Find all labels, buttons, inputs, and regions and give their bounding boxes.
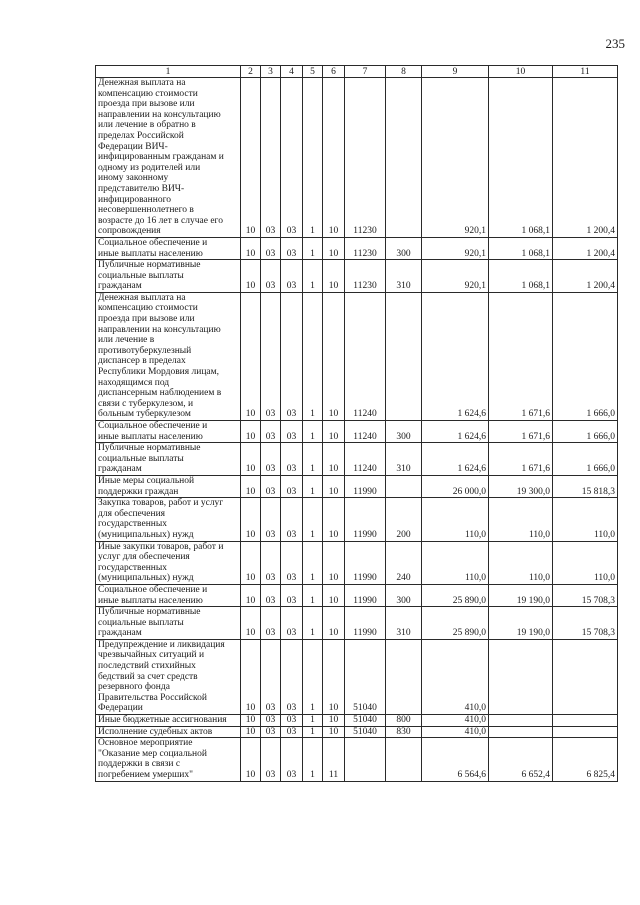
amount-year1-cell: 1 624,6 bbox=[422, 292, 489, 420]
table-row bbox=[96, 498, 618, 541]
section-cell: 03 bbox=[261, 260, 281, 293]
expense-type-cell bbox=[386, 475, 422, 497]
column-header: 5 bbox=[303, 66, 323, 78]
header-row bbox=[96, 66, 618, 78]
chapter-cell: 10 bbox=[241, 541, 261, 584]
amount-year1-cell: 920,1 bbox=[422, 78, 489, 238]
target-article-cell: 11990 bbox=[345, 475, 386, 497]
column-header: 10 bbox=[489, 66, 553, 78]
amount-year3-cell: 1 200,4 bbox=[553, 237, 618, 259]
section-cell: 03 bbox=[261, 78, 281, 238]
target-article-cell: 11230 bbox=[345, 78, 386, 238]
row-name-cell: Публичные нормативные социальные выплаты гражданам bbox=[96, 607, 241, 640]
chapter-cell: 10 bbox=[241, 237, 261, 259]
section-cell: 03 bbox=[261, 726, 281, 738]
table-row bbox=[96, 237, 618, 259]
column-header: 8 bbox=[386, 66, 422, 78]
subprogram-cell: 10 bbox=[323, 639, 345, 714]
expense-type-cell: 830 bbox=[386, 726, 422, 738]
amount-year1-cell: 920,1 bbox=[422, 237, 489, 259]
expense-type-cell: 310 bbox=[386, 443, 422, 476]
subsection-cell: 03 bbox=[281, 541, 303, 584]
amount-year1-cell: 410,0 bbox=[422, 639, 489, 714]
chapter-cell: 10 bbox=[241, 421, 261, 443]
chapter-cell: 10 bbox=[241, 738, 261, 781]
expense-type-cell: 310 bbox=[386, 260, 422, 293]
row-name-cell: Социальное обеспечение и иные выплаты населению bbox=[96, 584, 241, 606]
amount-year3-cell: 1 666,0 bbox=[553, 443, 618, 476]
expense-type-cell: 310 bbox=[386, 607, 422, 640]
target-article-cell: 51040 bbox=[345, 639, 386, 714]
program-cell: 1 bbox=[303, 237, 323, 259]
amount-year1-cell: 6 564,6 bbox=[422, 738, 489, 781]
program-cell: 1 bbox=[303, 475, 323, 497]
subprogram-cell: 10 bbox=[323, 260, 345, 293]
amount-year1-cell: 26 000,0 bbox=[422, 475, 489, 497]
target-article-cell: 11230 bbox=[345, 260, 386, 293]
amount-year2-cell bbox=[489, 639, 553, 714]
amount-year3-cell: 1 200,4 bbox=[553, 78, 618, 238]
amount-year1-cell: 1 624,6 bbox=[422, 443, 489, 476]
section-cell: 03 bbox=[261, 292, 281, 420]
row-name-cell: Денежная выплата на компенсацию стоимости проезда при вызове или направлении на консультацию или лечение в противотуберкулезный диспансер в пределах Республики Мордовия лицам, находящимся под диспансерным наблюдением в связи с туберкулезом, и больным туберкулезом bbox=[96, 292, 241, 420]
amount-year3-cell: 1 200,4 bbox=[553, 260, 618, 293]
column-header: 7 bbox=[345, 66, 386, 78]
row-name-cell: Публичные нормативные социальные выплаты гражданам bbox=[96, 260, 241, 293]
table-row bbox=[96, 639, 618, 714]
table-row bbox=[96, 443, 618, 476]
amount-year3-cell bbox=[553, 726, 618, 738]
program-cell: 1 bbox=[303, 443, 323, 476]
amount-year2-cell: 19 190,0 bbox=[489, 584, 553, 606]
target-article-cell: 51040 bbox=[345, 715, 386, 727]
table-row bbox=[96, 584, 618, 606]
subprogram-cell: 10 bbox=[323, 475, 345, 497]
column-header: 9 bbox=[422, 66, 489, 78]
subprogram-cell: 10 bbox=[323, 292, 345, 420]
subsection-cell: 03 bbox=[281, 498, 303, 541]
chapter-cell: 10 bbox=[241, 639, 261, 714]
section-cell: 03 bbox=[261, 421, 281, 443]
subprogram-cell: 10 bbox=[323, 607, 345, 640]
amount-year3-cell: 1 666,0 bbox=[553, 421, 618, 443]
amount-year3-cell: 15 708,3 bbox=[553, 584, 618, 606]
target-article-cell: 11990 bbox=[345, 607, 386, 640]
subprogram-cell: 10 bbox=[323, 584, 345, 606]
column-header: 1 bbox=[96, 66, 241, 78]
target-article-cell: 11240 bbox=[345, 292, 386, 420]
row-name-cell: Иные бюджетные ассигнования bbox=[96, 715, 241, 727]
subsection-cell: 03 bbox=[281, 443, 303, 476]
expense-type-cell bbox=[386, 738, 422, 781]
program-cell: 1 bbox=[303, 498, 323, 541]
program-cell: 1 bbox=[303, 541, 323, 584]
column-header: 11 bbox=[553, 66, 618, 78]
program-cell: 1 bbox=[303, 639, 323, 714]
amount-year1-cell: 920,1 bbox=[422, 260, 489, 293]
program-cell: 1 bbox=[303, 292, 323, 420]
program-cell: 1 bbox=[303, 738, 323, 781]
expense-type-cell bbox=[386, 292, 422, 420]
subsection-cell: 03 bbox=[281, 475, 303, 497]
expense-type-cell: 300 bbox=[386, 421, 422, 443]
row-name-cell: Иные меры социальной поддержки граждан bbox=[96, 475, 241, 497]
section-cell: 03 bbox=[261, 475, 281, 497]
subsection-cell: 03 bbox=[281, 421, 303, 443]
amount-year2-cell bbox=[489, 726, 553, 738]
chapter-cell: 10 bbox=[241, 292, 261, 420]
section-cell: 03 bbox=[261, 541, 281, 584]
chapter-cell: 10 bbox=[241, 715, 261, 727]
chapter-cell: 10 bbox=[241, 78, 261, 238]
chapter-cell: 10 bbox=[241, 443, 261, 476]
budget-table bbox=[95, 65, 618, 782]
amount-year2-cell: 1 671,6 bbox=[489, 443, 553, 476]
amount-year1-cell: 410,0 bbox=[422, 726, 489, 738]
section-cell: 03 bbox=[261, 639, 281, 714]
amount-year3-cell: 110,0 bbox=[553, 498, 618, 541]
expense-type-cell: 300 bbox=[386, 237, 422, 259]
amount-year3-cell: 1 666,0 bbox=[553, 292, 618, 420]
amount-year1-cell: 25 890,0 bbox=[422, 584, 489, 606]
subsection-cell: 03 bbox=[281, 726, 303, 738]
chapter-cell: 10 bbox=[241, 260, 261, 293]
chapter-cell: 10 bbox=[241, 584, 261, 606]
amount-year2-cell: 1 671,6 bbox=[489, 421, 553, 443]
program-cell: 1 bbox=[303, 726, 323, 738]
row-name-cell: Исполнение судебных актов bbox=[96, 726, 241, 738]
table-row bbox=[96, 607, 618, 640]
expense-type-cell bbox=[386, 639, 422, 714]
amount-year2-cell: 19 300,0 bbox=[489, 475, 553, 497]
row-name-cell: Основное мероприятие "Оказание мер социальной поддержки в связи с погребением умерших" bbox=[96, 738, 241, 781]
table-row bbox=[96, 292, 618, 420]
subprogram-cell: 11 bbox=[323, 738, 345, 781]
amount-year2-cell: 1 068,1 bbox=[489, 78, 553, 238]
amount-year1-cell: 110,0 bbox=[422, 541, 489, 584]
subprogram-cell: 10 bbox=[323, 541, 345, 584]
amount-year1-cell: 25 890,0 bbox=[422, 607, 489, 640]
subprogram-cell: 10 bbox=[323, 421, 345, 443]
subprogram-cell: 10 bbox=[323, 78, 345, 238]
target-article-cell: 11240 bbox=[345, 421, 386, 443]
target-article-cell: 11990 bbox=[345, 584, 386, 606]
amount-year2-cell: 1 068,1 bbox=[489, 237, 553, 259]
amount-year1-cell: 1 624,6 bbox=[422, 421, 489, 443]
expense-type-cell: 800 bbox=[386, 715, 422, 727]
target-article-cell: 11240 bbox=[345, 443, 386, 476]
target-article-cell bbox=[345, 738, 386, 781]
section-cell: 03 bbox=[261, 443, 281, 476]
row-name-cell: Закупка товаров, работ и услуг для обеспечения государственных (муниципальных) нужд bbox=[96, 498, 241, 541]
subsection-cell: 03 bbox=[281, 607, 303, 640]
amount-year2-cell: 6 652,4 bbox=[489, 738, 553, 781]
row-name-cell: Предупреждение и ликвидация чрезвычайных ситуаций и последствий стихийных бедствий за счет средств резервного фонда Правительства Российской Федерации bbox=[96, 639, 241, 714]
table-body bbox=[96, 78, 618, 782]
program-cell: 1 bbox=[303, 715, 323, 727]
target-article-cell: 11990 bbox=[345, 498, 386, 541]
target-article-cell: 51040 bbox=[345, 726, 386, 738]
table-row bbox=[96, 421, 618, 443]
subsection-cell: 03 bbox=[281, 738, 303, 781]
table-row bbox=[96, 260, 618, 293]
page-number: 235 bbox=[605, 36, 625, 51]
chapter-cell: 10 bbox=[241, 726, 261, 738]
expense-type-cell: 300 bbox=[386, 584, 422, 606]
expense-type-cell: 200 bbox=[386, 498, 422, 541]
expense-type-cell bbox=[386, 78, 422, 238]
row-name-cell: Денежная выплата на компенсацию стоимости проезда при вызове или направлении на консультацию или лечение в обратно в пределах Российской Федерации ВИЧ- инфицированным гражданам и одному из родителей или иному законному представителю ВИЧ- инфицированного несовершеннолетнего в возрасте до 16 лет в случае его сопровождения bbox=[96, 78, 241, 238]
column-header: 6 bbox=[323, 66, 345, 78]
target-article-cell: 11990 bbox=[345, 541, 386, 584]
amount-year1-cell: 110,0 bbox=[422, 498, 489, 541]
table-row bbox=[96, 715, 618, 727]
row-name-cell: Иные закупки товаров, работ и услуг для обеспечения государственных (муниципальных) нужд bbox=[96, 541, 241, 584]
subprogram-cell: 10 bbox=[323, 715, 345, 727]
amount-year3-cell: 15 818,3 bbox=[553, 475, 618, 497]
amount-year3-cell: 6 825,4 bbox=[553, 738, 618, 781]
amount-year3-cell bbox=[553, 639, 618, 714]
subsection-cell: 03 bbox=[281, 237, 303, 259]
chapter-cell: 10 bbox=[241, 475, 261, 497]
amount-year1-cell: 410,0 bbox=[422, 715, 489, 727]
subsection-cell: 03 bbox=[281, 292, 303, 420]
table-row bbox=[96, 78, 618, 238]
subsection-cell: 03 bbox=[281, 715, 303, 727]
subsection-cell: 03 bbox=[281, 584, 303, 606]
amount-year2-cell: 110,0 bbox=[489, 498, 553, 541]
amount-year2-cell: 19 190,0 bbox=[489, 607, 553, 640]
section-cell: 03 bbox=[261, 715, 281, 727]
section-cell: 03 bbox=[261, 607, 281, 640]
program-cell: 1 bbox=[303, 607, 323, 640]
target-article-cell: 11230 bbox=[345, 237, 386, 259]
column-header: 4 bbox=[281, 66, 303, 78]
table-row bbox=[96, 738, 618, 781]
amount-year2-cell: 110,0 bbox=[489, 541, 553, 584]
subprogram-cell: 10 bbox=[323, 237, 345, 259]
amount-year2-cell bbox=[489, 715, 553, 727]
subprogram-cell: 10 bbox=[323, 726, 345, 738]
chapter-cell: 10 bbox=[241, 607, 261, 640]
column-header: 2 bbox=[241, 66, 261, 78]
program-cell: 1 bbox=[303, 78, 323, 238]
amount-year3-cell: 15 708,3 bbox=[553, 607, 618, 640]
program-cell: 1 bbox=[303, 584, 323, 606]
row-name-cell: Публичные нормативные социальные выплаты гражданам bbox=[96, 443, 241, 476]
section-cell: 03 bbox=[261, 738, 281, 781]
subprogram-cell: 10 bbox=[323, 443, 345, 476]
subsection-cell: 03 bbox=[281, 260, 303, 293]
section-cell: 03 bbox=[261, 584, 281, 606]
table-row bbox=[96, 475, 618, 497]
program-cell: 1 bbox=[303, 260, 323, 293]
expense-type-cell: 240 bbox=[386, 541, 422, 584]
section-cell: 03 bbox=[261, 498, 281, 541]
subprogram-cell: 10 bbox=[323, 498, 345, 541]
subsection-cell: 03 bbox=[281, 639, 303, 714]
amount-year3-cell: 110,0 bbox=[553, 541, 618, 584]
amount-year2-cell: 1 671,6 bbox=[489, 292, 553, 420]
subsection-cell: 03 bbox=[281, 78, 303, 238]
row-name-cell: Социальное обеспечение и иные выплаты населению bbox=[96, 421, 241, 443]
table-row bbox=[96, 541, 618, 584]
amount-year3-cell bbox=[553, 715, 618, 727]
section-cell: 03 bbox=[261, 237, 281, 259]
table-row bbox=[96, 726, 618, 738]
column-header: 3 bbox=[261, 66, 281, 78]
program-cell: 1 bbox=[303, 421, 323, 443]
amount-year2-cell: 1 068,1 bbox=[489, 260, 553, 293]
chapter-cell: 10 bbox=[241, 498, 261, 541]
row-name-cell: Социальное обеспечение и иные выплаты населению bbox=[96, 237, 241, 259]
